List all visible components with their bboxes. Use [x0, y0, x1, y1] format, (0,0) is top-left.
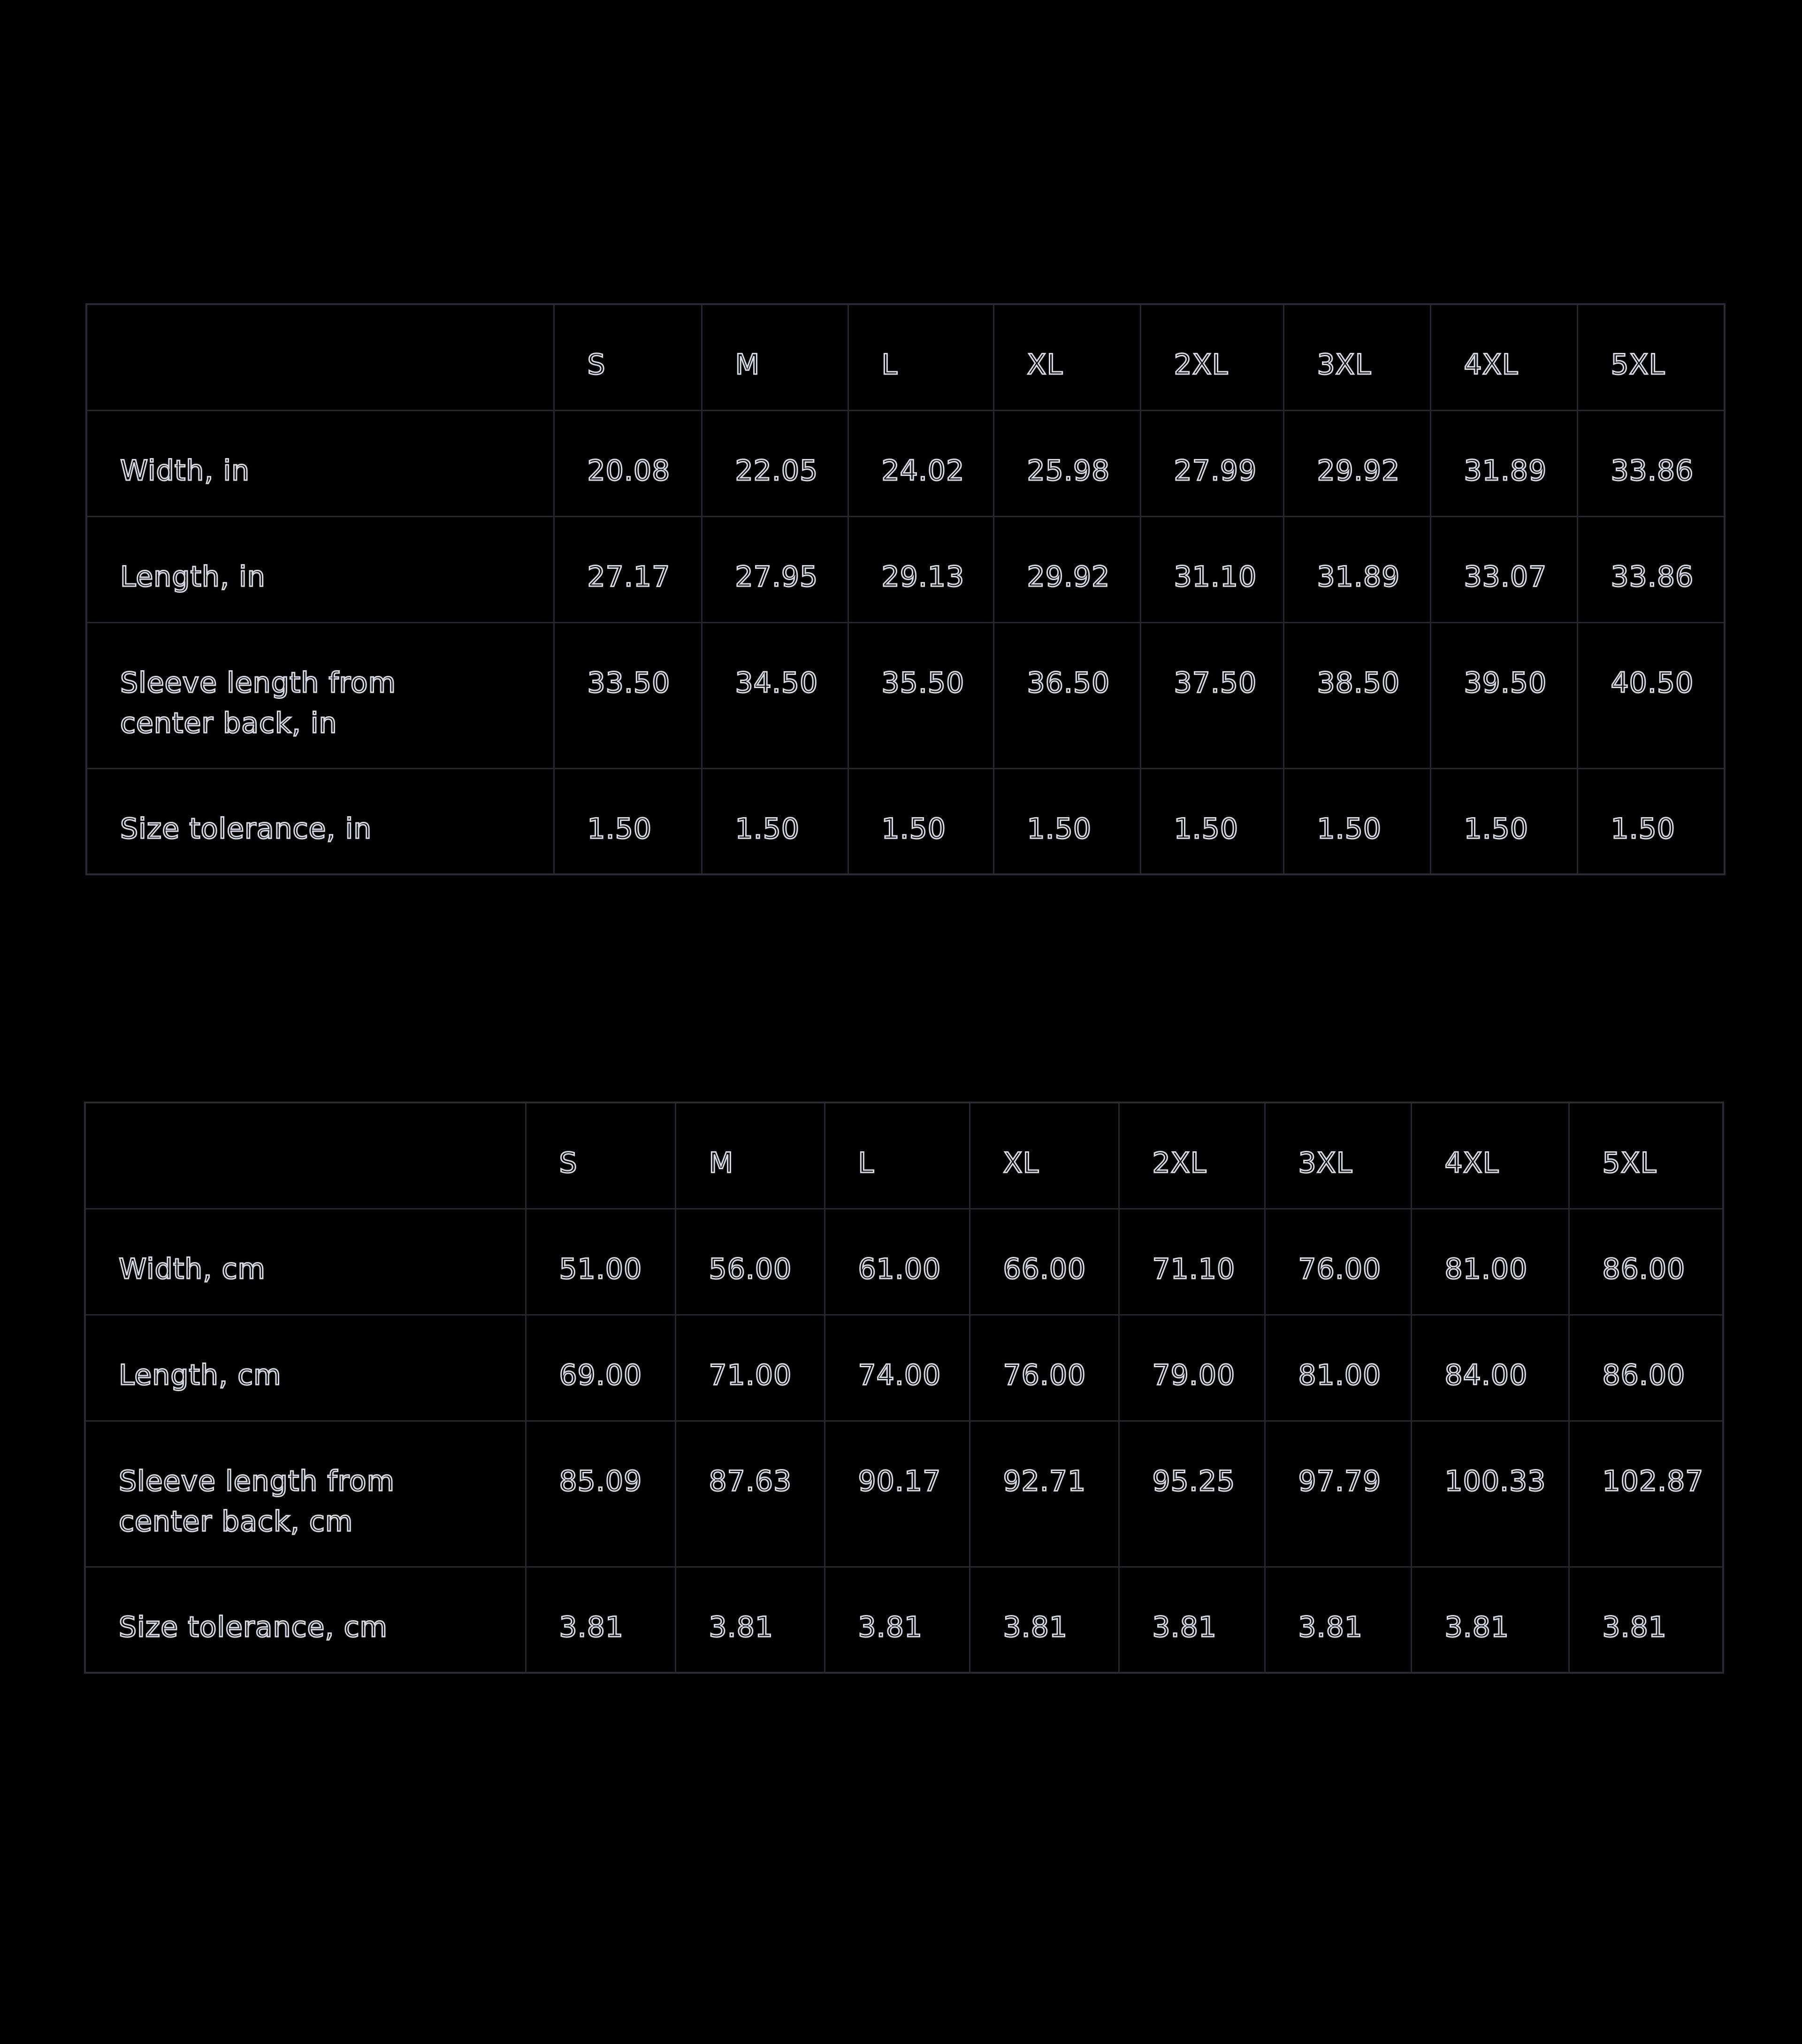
- cell-value: 87.63: [675, 1421, 825, 1567]
- cell-value: 3.81: [825, 1567, 970, 1673]
- cell-value: 85.09: [526, 1421, 675, 1567]
- size-chart-centimeters: [84, 1102, 1724, 1674]
- cell-value: 79.00: [1119, 1315, 1265, 1421]
- size-header-4xl: 4XL: [1411, 1102, 1569, 1209]
- cell-value: 84.00: [1411, 1315, 1569, 1421]
- table-row-sleeve-length: [86, 622, 1725, 768]
- cell-value: 86.00: [1569, 1315, 1723, 1421]
- cell-value: 3.81: [1265, 1567, 1411, 1673]
- cell-value: 29.92: [1283, 410, 1430, 516]
- cell-value: 36.50: [993, 622, 1140, 768]
- table-row-size-tolerance: [86, 768, 1725, 874]
- cell-value: 35.50: [848, 622, 993, 768]
- cell-value: 39.50: [1430, 622, 1577, 768]
- table-row-width: [85, 1209, 1723, 1315]
- cell-value: 37.50: [1140, 622, 1283, 768]
- cell-value: 81.00: [1265, 1315, 1411, 1421]
- cell-value: 27.95: [702, 516, 848, 622]
- cell-value: 38.50: [1283, 622, 1430, 768]
- size-header-2xl: 2XL: [1140, 304, 1283, 410]
- row-label: Size tolerance, cm: [85, 1567, 526, 1673]
- cell-value: 31.89: [1283, 516, 1430, 622]
- cell-value: 29.92: [993, 516, 1140, 622]
- size-header-5xl: 5XL: [1569, 1102, 1723, 1209]
- cell-value: 1.50: [1430, 768, 1577, 874]
- cell-value: 31.10: [1140, 516, 1283, 622]
- cell-value: 3.81: [1119, 1567, 1265, 1673]
- cell-value: 102.87: [1569, 1421, 1723, 1567]
- cell-value: 71.10: [1119, 1209, 1265, 1315]
- table-row-width: [86, 410, 1725, 516]
- cell-value: 92.71: [970, 1421, 1119, 1567]
- cell-value: 1.50: [1577, 768, 1725, 874]
- cell-value: 1.50: [848, 768, 993, 874]
- header-row: [86, 304, 1725, 410]
- cell-value: 51.00: [526, 1209, 675, 1315]
- cell-value: 27.17: [554, 516, 702, 622]
- cell-value: 56.00: [675, 1209, 825, 1315]
- cell-value: 3.81: [675, 1567, 825, 1673]
- table-row-size-tolerance: [85, 1567, 1723, 1673]
- cell-value: 3.81: [1411, 1567, 1569, 1673]
- cell-value: 1.50: [993, 768, 1140, 874]
- cell-value: 76.00: [970, 1315, 1119, 1421]
- cell-value: 27.99: [1140, 410, 1283, 516]
- cell-value: 31.89: [1430, 410, 1577, 516]
- cell-value: 1.50: [1140, 768, 1283, 874]
- header-row: [85, 1102, 1723, 1209]
- cell-value: 29.13: [848, 516, 993, 622]
- cell-value: 24.02: [848, 410, 993, 516]
- cell-value: 3.81: [526, 1567, 675, 1673]
- cell-value: 1.50: [554, 768, 702, 874]
- size-header-m: M: [702, 304, 848, 410]
- row-label: Width, cm: [85, 1209, 526, 1315]
- size-chart-inches: [85, 303, 1726, 875]
- size-header-3xl: 3XL: [1283, 304, 1430, 410]
- size-header-2xl: 2XL: [1119, 1102, 1265, 1209]
- row-label: Sleeve length from center back, cm: [85, 1421, 526, 1567]
- size-header-3xl: 3XL: [1265, 1102, 1411, 1209]
- size-header-5xl: 5XL: [1577, 304, 1725, 410]
- cell-value: 1.50: [1283, 768, 1430, 874]
- row-label: Sleeve length from center back, in: [86, 622, 554, 768]
- size-header-s: S: [554, 304, 702, 410]
- size-header-xl: XL: [970, 1102, 1119, 1209]
- header-corner: [86, 304, 554, 410]
- cell-value: 66.00: [970, 1209, 1119, 1315]
- size-header-m: M: [675, 1102, 825, 1209]
- size-header-l: L: [848, 304, 993, 410]
- cell-value: 81.00: [1411, 1209, 1569, 1315]
- cell-value: 1.50: [702, 768, 848, 874]
- size-header-s: S: [526, 1102, 675, 1209]
- cell-value: 100.33: [1411, 1421, 1569, 1567]
- cell-value: 69.00: [526, 1315, 675, 1421]
- cell-value: 95.25: [1119, 1421, 1265, 1567]
- cell-value: 20.08: [554, 410, 702, 516]
- cell-value: 97.79: [1265, 1421, 1411, 1567]
- cell-value: 22.05: [702, 410, 848, 516]
- table-row-length: [85, 1315, 1723, 1421]
- size-header-l: L: [825, 1102, 970, 1209]
- header-corner: [85, 1102, 526, 1209]
- cell-value: 33.86: [1577, 516, 1725, 622]
- cell-value: 90.17: [825, 1421, 970, 1567]
- cell-value: 33.86: [1577, 410, 1725, 516]
- cell-value: 33.07: [1430, 516, 1577, 622]
- size-header-4xl: 4XL: [1430, 304, 1577, 410]
- size-header-xl: XL: [993, 304, 1140, 410]
- cell-value: 3.81: [970, 1567, 1119, 1673]
- row-label: Size tolerance, in: [86, 768, 554, 874]
- table-row-length: [86, 516, 1725, 622]
- cell-value: 40.50: [1577, 622, 1725, 768]
- cell-value: 71.00: [675, 1315, 825, 1421]
- cell-value: 25.98: [993, 410, 1140, 516]
- row-label: Length, cm: [85, 1315, 526, 1421]
- table-row-sleeve-length: [85, 1421, 1723, 1567]
- cell-value: 76.00: [1265, 1209, 1411, 1315]
- cell-value: 61.00: [825, 1209, 970, 1315]
- cell-value: 86.00: [1569, 1209, 1723, 1315]
- row-label: Length, in: [86, 516, 554, 622]
- row-label: Width, in: [86, 410, 554, 516]
- cell-value: 34.50: [702, 622, 848, 768]
- cell-value: 3.81: [1569, 1567, 1723, 1673]
- cell-value: 33.50: [554, 622, 702, 768]
- cell-value: 74.00: [825, 1315, 970, 1421]
